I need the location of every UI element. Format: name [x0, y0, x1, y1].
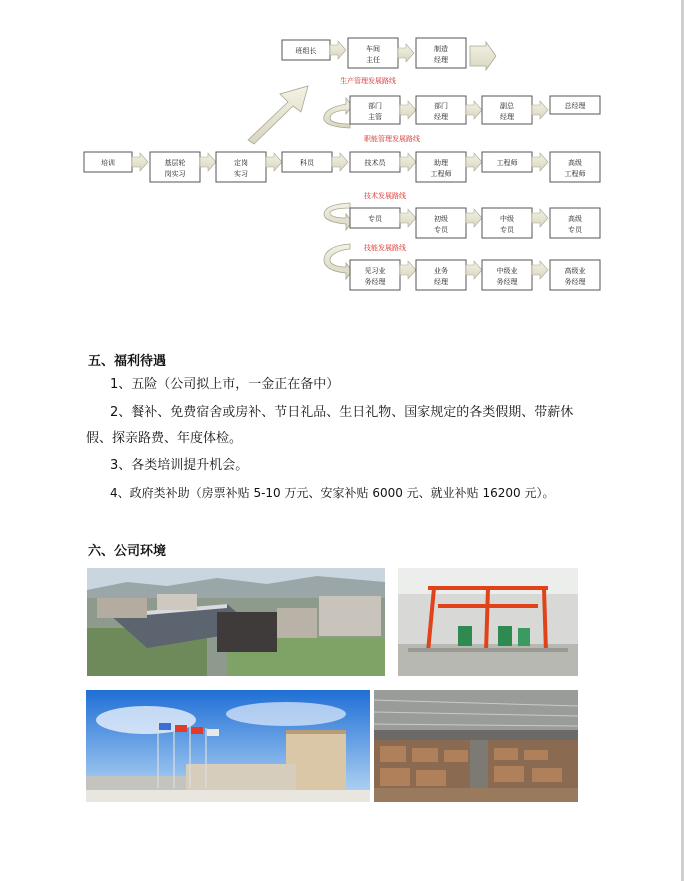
box-staff-text: 科员	[300, 159, 314, 167]
photo-warehouse	[374, 690, 578, 802]
box-deputy-gm-text-2: 经理	[500, 113, 514, 121]
box-dept-head-text-1: 部门	[368, 102, 382, 110]
benefit-item-2-cont: 假、探亲路费、年度体检。	[86, 431, 243, 446]
box-workshop-head-text-1: 车间	[366, 45, 380, 53]
box-junior-specialist-text-1: 初级	[434, 215, 448, 223]
box-mid-biz-manager-text-2: 务经理	[496, 278, 518, 286]
benefit-item-4: 4、政府类补助（房票补贴 5-10 万元、安家补贴 6000 元、就业补贴 16200 元）。	[110, 486, 555, 500]
box-engineer-text: 工程师	[496, 159, 518, 167]
section5-title: 五、福利待遇	[88, 354, 167, 369]
box-junior-specialist-text-2: 专员	[434, 226, 448, 234]
box-deputy-gm-text-1: 副总	[500, 102, 514, 110]
box-senior-engineer-text-2: 工程师	[564, 170, 586, 178]
path-label-functional: 职能管理发展路线	[364, 135, 420, 143]
arrow	[532, 153, 548, 171]
box-factory-manager-text-1: 制造	[434, 45, 448, 53]
arrow	[400, 261, 416, 279]
arrow	[398, 44, 414, 62]
arrow	[532, 209, 548, 227]
arrow	[466, 101, 482, 119]
arrow	[532, 101, 548, 119]
box-trainee-manager-text-1: 见习业	[364, 267, 386, 275]
box-grassroots-text-2: 岗实习	[164, 170, 186, 178]
box-technician-text: 技术员	[364, 159, 386, 167]
box-training-text: 培训	[101, 159, 115, 167]
box-specialist-text: 专员	[368, 215, 382, 223]
box-senior-specialist-text-1: 高级	[568, 215, 582, 223]
photo-crane-workshop	[398, 568, 578, 676]
box-senior-biz-manager-text-1: 高级业	[564, 267, 586, 275]
branch-arrow-technical	[324, 203, 352, 230]
path-label-skill: 技能发展路线	[364, 244, 406, 252]
career-path-diagram	[0, 0, 684, 330]
box-biz-manager-text-1: 业务	[434, 267, 448, 275]
box-team-leader-text: 班组长	[295, 47, 317, 55]
benefit-item-2: 2、餐补、免费宿舍或房补、节日礼品、生日礼物、国家规定的各类假期、带薪休	[110, 405, 574, 420]
arrow	[466, 209, 482, 227]
arrow	[200, 153, 216, 171]
arrow	[400, 101, 416, 119]
box-mid-biz-manager-text-1: 中级业	[496, 267, 518, 275]
box-job-practice-text-2: 实习	[234, 170, 248, 178]
path-label-production: 生产管理发展路线	[340, 77, 396, 85]
branch-arrow-functional	[324, 98, 352, 128]
box-grassroots-text-1: 基层轮	[164, 159, 186, 167]
box-biz-manager-text-2: 经理	[434, 278, 448, 286]
box-mid-specialist-text-1: 中级	[500, 215, 514, 223]
box-gm-text: 总经理	[564, 102, 586, 110]
photo-building-flags	[86, 690, 370, 802]
arrow	[466, 153, 482, 171]
arrow	[400, 209, 416, 227]
path-label-technical: 技术发展路线	[364, 192, 406, 200]
box-factory-manager-text-2: 经理	[434, 56, 448, 64]
arrow	[466, 261, 482, 279]
arrow	[400, 153, 416, 171]
branch-arrow-skill	[324, 244, 352, 279]
arrow	[132, 153, 148, 171]
arrow	[332, 153, 348, 171]
box-asst-engineer-text-2: 工程师	[430, 170, 452, 178]
box-dept-manager-text-2: 经理	[434, 113, 448, 121]
box-senior-specialist-text-2: 专员	[568, 226, 582, 234]
box-trainee-manager-text-2: 务经理	[364, 278, 386, 286]
row1-end-arrow	[470, 42, 496, 70]
diagonal-arrow	[248, 86, 308, 144]
photo-aerial-factory	[87, 568, 385, 676]
benefit-item-3: 3、各类培训提升机会。	[110, 458, 249, 473]
arrow	[330, 41, 346, 59]
box-senior-engineer-text-1: 高级	[568, 159, 582, 167]
box-workshop-head-text-2: 主任	[366, 56, 380, 64]
box-mid-specialist-text-2: 专员	[500, 226, 514, 234]
box-senior-biz-manager-text-2: 务经理	[564, 278, 586, 286]
box-asst-engineer-text-1: 助理	[434, 159, 448, 167]
box-job-practice-text-1: 定岗	[234, 159, 248, 167]
box-dept-manager-text-1: 部门	[434, 102, 448, 110]
arrow	[266, 153, 282, 171]
arrow	[532, 261, 548, 279]
section6-title: 六、公司环境	[88, 544, 167, 559]
benefit-item-1: 1、五险（公司拟上市，一金正在备中）	[110, 377, 340, 392]
box-dept-head-text-2: 主管	[368, 113, 382, 121]
